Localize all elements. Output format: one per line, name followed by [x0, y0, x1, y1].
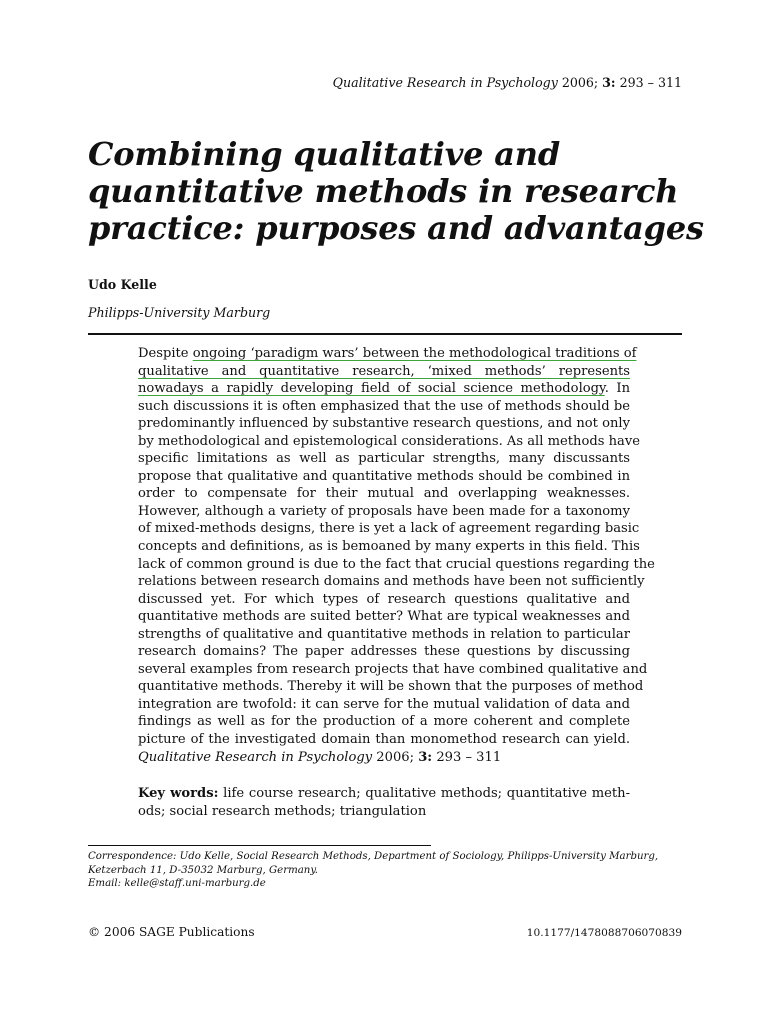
- header-rule: [88, 333, 682, 335]
- highlighted-text: ongoing ‘paradigm wars’ between the methodological traditions of: [192, 346, 637, 361]
- abstract-line: lack of common ground is due to the fact that crucial questions regarding the: [138, 556, 655, 572]
- abstract-line: research domains? The paper addresses these questions by discussing: [138, 644, 630, 660]
- title-line: quantitative methods in research: [88, 172, 679, 210]
- highlighted-text: qualitative and quantitative research, ‘mixed methods’ represents: [138, 363, 630, 379]
- correspondence-line: Ketzerbach 11, D-35032 Marburg, Germany.: [88, 864, 319, 876]
- abstract: [138, 345, 655, 766]
- abstract-line: findings as well as for the production of a more coherent and complete: [138, 714, 630, 730]
- abstract-line: relations between research domains and methods have been not sufficiently: [138, 574, 645, 590]
- abstract-line: Despite ongoing ‘paradigm wars’ between the methodological traditions of: [138, 346, 637, 361]
- correspondence-email: Email: kelle@staff.uni-marburg.de: [88, 878, 266, 889]
- abstract-line: such discussions it is often emphasized that the use of methods should be: [138, 398, 630, 414]
- abstract-line: However, although a variety of proposals have been made for a taxonomy: [138, 503, 630, 519]
- abstract-line: nowadays a rapidly developing field of social science methodology. In: [138, 381, 631, 397]
- keywords-label: Key words:: [138, 786, 219, 801]
- abstract-line: predominantly influenced by substantive research questions, and not only: [138, 416, 630, 432]
- abstract-line: order to compensate for their mutual and overlapping weaknesses.: [138, 486, 630, 502]
- article-title: [88, 136, 708, 247]
- abstract-line: specific limitations as well as particular strengths, many discussants: [138, 451, 630, 467]
- footnote-rule: [88, 845, 431, 846]
- abstract-line: strengths of qualitative and quantitative methods in relation to particular: [138, 626, 630, 642]
- abstract-citation: Qualitative Research in Psychology 2006; 3: 293 – 311: [138, 749, 502, 765]
- abstract-line: several examples from research projects that have combined qualitative and: [138, 661, 648, 677]
- abstract-line: quantitative methods are suited better? What are typical weaknesses and: [138, 609, 630, 625]
- copyright-notice: © 2006 SAGE Publications: [88, 925, 255, 939]
- running-head-year: 2006;: [561, 75, 599, 90]
- author-affiliation: Philipps-University Marburg: [88, 305, 271, 320]
- abstract-line: by methodological and epistemological considerations. As all methods have: [138, 433, 640, 449]
- author-name: Udo Kelle: [88, 277, 157, 292]
- running-head-volume: 3:: [602, 75, 616, 90]
- running-head-pages: 293 – 311: [619, 75, 682, 90]
- keywords-line: ods; social research methods; triangulation: [138, 804, 427, 819]
- running-head: [88, 74, 682, 92]
- abstract-line: concepts and definitions, as is bemoaned by many experts in this field. This: [138, 539, 640, 555]
- keywords-line: Key words: life course research; qualitative methods; quantitative meth-: [138, 786, 630, 801]
- abstract-line: integration are twofold: it can serve for the mutual validation of data and: [138, 696, 630, 712]
- abstract-line: picture of the investigated domain than monomethod research can yield.: [138, 732, 630, 748]
- title-line: practice: purposes and advantages: [88, 209, 704, 247]
- title-line: Combining qualitative and: [88, 135, 561, 173]
- abstract-line: of mixed-methods designs, there is yet a lack of agreement regarding basic: [138, 521, 640, 537]
- abstract-line: [138, 363, 630, 381]
- abstract-line: propose that qualitative and quantitative methods should be combined in: [138, 468, 630, 484]
- highlighted-text: nowadays a rapidly developing field of social science methodology: [138, 381, 605, 397]
- correspondence-line: Correspondence: Udo Kelle, Social Research Methods, Department of Sociology, Philipps-University Marburg,: [88, 851, 659, 862]
- running-head-journal: Qualitative Research in Psychology: [332, 75, 558, 90]
- correspondence-note: [88, 850, 684, 891]
- doi: 10.1177/1478088706070839: [526, 927, 682, 939]
- keywords: [138, 785, 630, 821]
- abstract-line: discussed yet. For which types of research questions qualitative and: [138, 591, 630, 607]
- abstract-line: quantitative methods. Thereby it will be shown that the purposes of method: [138, 679, 644, 695]
